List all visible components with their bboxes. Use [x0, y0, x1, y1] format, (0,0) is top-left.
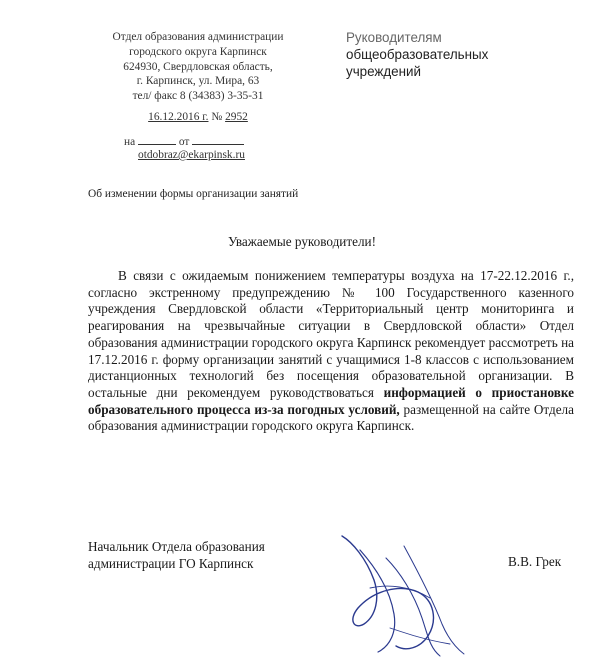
position-line: администрации ГО Карпинск — [88, 556, 254, 571]
sender-line: 624930, Свердловская область, — [123, 60, 273, 73]
sender-block — [98, 30, 298, 104]
sender-line: городского округа Карпинск — [129, 45, 267, 58]
on-label: на — [124, 136, 136, 148]
blank-number-field — [138, 134, 176, 145]
from-label: от — [178, 136, 190, 148]
body-text-part: В связи с ожидаемым понижением температуры воздуха на 17-22.12.2016 г., согласно экстренному предупреждению № 100 Государственного казенного учреждения Свердловской области «Территориальный центр мониторинга и реагирования на чрезвычайные ситуации в Свердловской области» Отдел образования администрации городского округа Карпинск рекомендует рассмотреть на 17.12.2016 г. форму организации занятий с учащимися 1-8 классов с использованием дистанционных технологий без посещения образовательной организации. В остальные дни рекомендуем руководствоваться — [88, 268, 574, 400]
position-line: Начальник Отдела образования — [88, 539, 265, 554]
sender-line: тел/ факс 8 (34383) 3-35-31 — [132, 90, 264, 103]
blank-date-field — [192, 134, 244, 145]
recipient-line: Руководителям — [346, 30, 442, 45]
recipient-block — [346, 29, 488, 80]
body-bold-text: информацией о приостановке образовательного процесса из-за погодных условий, — [88, 384, 574, 417]
recipient-line: общеобразовательных — [346, 47, 489, 62]
registration-number: 2952 — [225, 111, 248, 123]
body-paragraph — [88, 268, 574, 435]
sender-line: Отдел образования администрации — [112, 31, 284, 43]
handwritten-signature — [330, 528, 470, 659]
body-text-part: размещенной на сайте Отдела образования администрации городского округа Карпинск. — [88, 401, 574, 434]
subject-line: Об изменении формы организации занятий — [88, 188, 299, 200]
signatory-name: В.В. Грек — [508, 554, 562, 569]
number-sign: № — [211, 111, 223, 123]
sender-line: г. Карпинск, ул. Мира, 63 — [136, 75, 260, 88]
signatory-position — [88, 538, 265, 572]
greeting: Уважаемые руководители! — [227, 234, 377, 249]
email-link[interactable]: otdobraz@ekarpinsk.ru — [138, 149, 245, 161]
reply-to-line — [124, 134, 244, 148]
registration-date: 16.12.2016 г. — [148, 111, 209, 123]
recipient-line: учреждений — [346, 64, 421, 79]
registration-line — [98, 111, 298, 123]
